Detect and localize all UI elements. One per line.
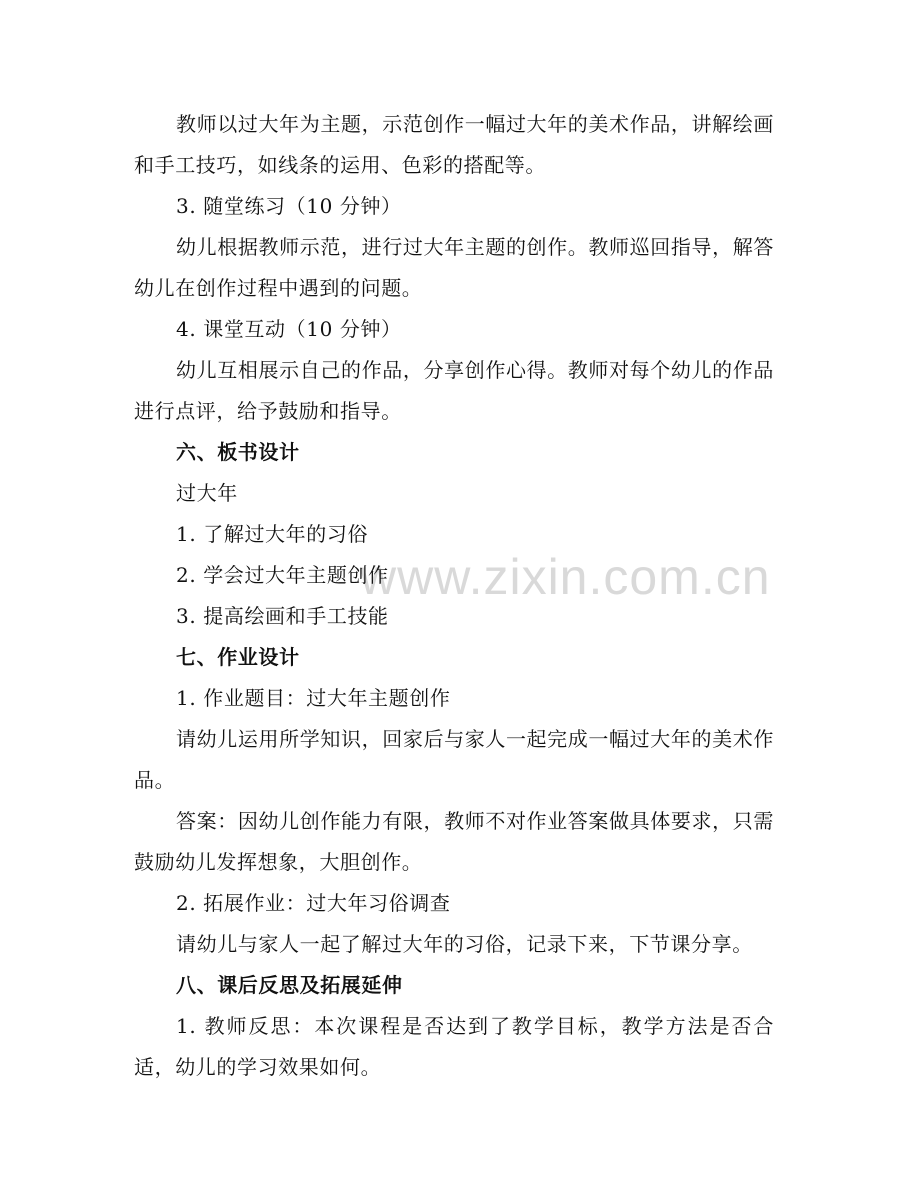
board-item-2: 2. 学会过大年主题创作 (176, 563, 389, 587)
paragraph-demo: 教师以过大年为主题，示范创作一幅过大年的美术作品，讲解绘画和手工技巧，如线条的运用、色彩的搭配等。 (134, 112, 774, 177)
board-item-3: 3. 提高绘画和手工技能 (176, 604, 389, 628)
homework-item-1: 1. 作业题目：过大年主题创作 (176, 686, 451, 710)
section-heading-board: 六、板书设计 (176, 440, 300, 464)
homework-item-2: 2. 拓展作业：过大年习俗调查 (176, 891, 451, 915)
section-heading-homework: 七、作业设计 (176, 645, 300, 669)
board-item-1: 1. 了解过大年的习俗 (176, 522, 369, 546)
paragraph-extension: 请幼儿与家人一起了解过大年的习俗，记录下来，下节课分享。 (176, 932, 753, 956)
paragraph-answer: 答案：因幼儿创作能力有限，教师不对作业答案做具体要求，只需鼓励幼儿发挥想象，大胆创作。 (134, 809, 774, 874)
paragraph-practice: 幼儿根据教师示范，进行过大年主题的创作。教师巡回指导，解答幼儿在创作过程中遇到的问题。 (134, 235, 774, 300)
board-title: 过大年 (176, 481, 238, 505)
paragraph-homework: 请幼儿运用所学知识，回家后与家人一起完成一幅过大年的美术作品。 (134, 727, 774, 792)
item-practice: 3. 随堂练习（10 分钟） (176, 194, 402, 218)
watermark: www.zixin.com.cn (360, 549, 771, 605)
item-interaction: 4. 课堂互动（10 分钟） (176, 317, 402, 341)
paragraph-interaction: 幼儿互相展示自己的作品，分享创作心得。教师对每个幼儿的作品进行点评，给予鼓励和指导。 (134, 358, 774, 423)
section-heading-reflection: 八、课后反思及拓展延伸 (176, 973, 403, 997)
paragraph-reflection: 1. 教师反思：本次课程是否达到了教学目标，教学方法是否合适，幼儿的学习效果如何。 (134, 1014, 774, 1079)
